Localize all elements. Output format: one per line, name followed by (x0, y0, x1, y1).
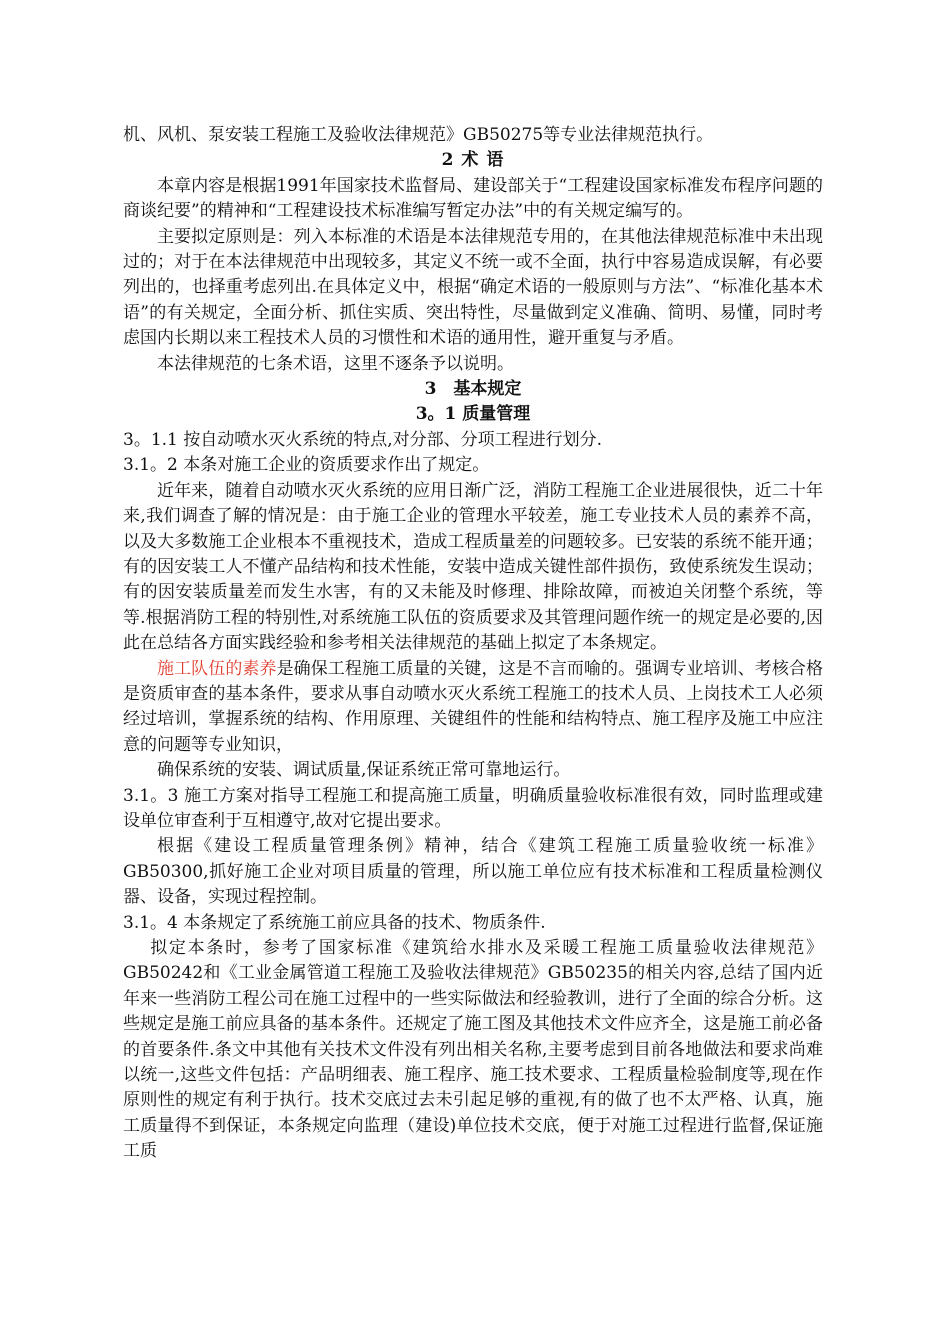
chapter-2-heading: 2 术 语 (441, 150, 505, 171)
chapter-3-heading: 3 基本规定 (424, 379, 522, 400)
document-body (123, 123, 823, 1165)
highlighted-phrase: 施工队伍的素养 (157, 658, 277, 679)
paragraph: 近年来，随着自动喷水灭火系统的应用日渐广泛，消防工程施工企业进展很快，近二十年来,我们调查了解的情况是：由于施工企业的管理水平较差，施工专业技术人员的素养不高，以及大多数施工企业根本不重视技术，造成工程质量差的问题较多。已安装的系统不能开通；有的因安装工人不懂产品结构和技术性能，安装中造成关键性部件损伤，致使系统发生误动；有的因安装质量差而发生水害，有的又未能及时修理、排除故障，而被迫关闭整个系统，等等.根据消防工程的特别性,对系统施工队伍的资质要求及其管理问题作统一的规定是必要的,因此在总结各方面实践经验和参考相关法律规范的基础上拟定了本条规定。 (123, 480, 823, 654)
clause-3-1-3: 3.1。3 施工方案对指导工程施工和提高施工质量，明确质量验收标准很有效，同时监理或建设单位审查利于互相遵守,故对它提出要求。 (123, 785, 823, 831)
section-3-1-heading: 3。1 质量管理 (415, 404, 531, 425)
paragraph (123, 657, 823, 759)
paragraph: 确保系统的安装、调试质量,保证系统正常可靠地运行。 (157, 760, 571, 781)
paragraph: 主要拟定原则是：列入本标准的术语是本法律规范专用的，在其他法律规范标准中未出现过的；对于在本法律规范中出现较多，其定义不统一或不全面，执行中容易造成误解，有必要列出的，也择重考虑列出.在具体定义中，根据“确定术语的一般原则与方法”、“标准化基本术语”的有关规定，全面分析、抓住实质、突出特性，尽量做到定义准确、简明、易懂，同时考虑国内长期以来工程技术人员的习惯性和术语的通用性，避开重复与矛盾。 (123, 226, 823, 349)
paragraph: 根据《建设工程质量管理条例》精神，结合《建筑工程施工质量验收统一标准》GB50300,抓好施工企业对项目质量的管理，所以施工单位应有技术标准和工程质量检测仪器、设备，实现过程控制。 (123, 836, 823, 908)
clause-3-1-4: 3.1。4 本条规定了系统施工前应具备的技术、物质条件. (123, 912, 546, 933)
paragraph-continuation: 机、风机、泵安装工程施工及验收法律规范》GB50275等专业法律规范执行。 (123, 125, 714, 145)
clause-3-1-2: 3.1。2 本条对施工企业的资质要求作出了规定。 (123, 455, 490, 476)
paragraph: 拟定本条时，参考了国家标准《建筑给水排水及采暖工程施工质量验收法律规范》GB50242和《工业金属管道工程施工及验收法律规范》GB50235的相关内容,总结了国内近年来一些消防工程公司在施工过程中的一些实际做法和经验教训，进行了全面的综合分析。这些规定是施工前应具备的基本条件。还规定了施工图及其他技术文件应齐全，这是施工前必备的首要条件.条文中其他有关技术文件没有列出相关名称,主要考虑到目前各地做法和要求尚难以统一,这些文件包括：产品明细表、施工程序、施工技术要求、工程质量检验制度等,现在作原则性的规定有利于执行。技术交底过去未引起足够的重视,有的做了也不太严格、认真，施工质量得不到保证，本条规定向监理（建设)单位技术交底，便于对施工过程进行监督,保证施工质 (123, 938, 823, 1162)
paragraph: 本法律规范的七条术语，这里不逐条予以说明。 (157, 353, 514, 374)
clause-3-1-1: 3。1.1 按自动喷水灭火系统的特点,对分部、分项工程进行划分. (123, 429, 603, 450)
paragraph-text: 是确保工程施工质量的关键，这是不言而喻的。强调专业培训、考核合格是资质审查的基本条件，要求从事自动喷水灭火系统工程施工的技术人员、上岗技术工人必须经过培训，掌握系统的结构、作用原理、关键组件的性能和结构特点、施工程序及施工中应注意的问题等专业知识， (123, 658, 824, 755)
paragraph: 本章内容是根据1991年国家技术监督局、建设部关于“工程建设国家标准发布程序问题的商谈纪要”的精神和“工程建设技术标准编写暂定办法”中的有关规定编写的。 (123, 175, 823, 222)
